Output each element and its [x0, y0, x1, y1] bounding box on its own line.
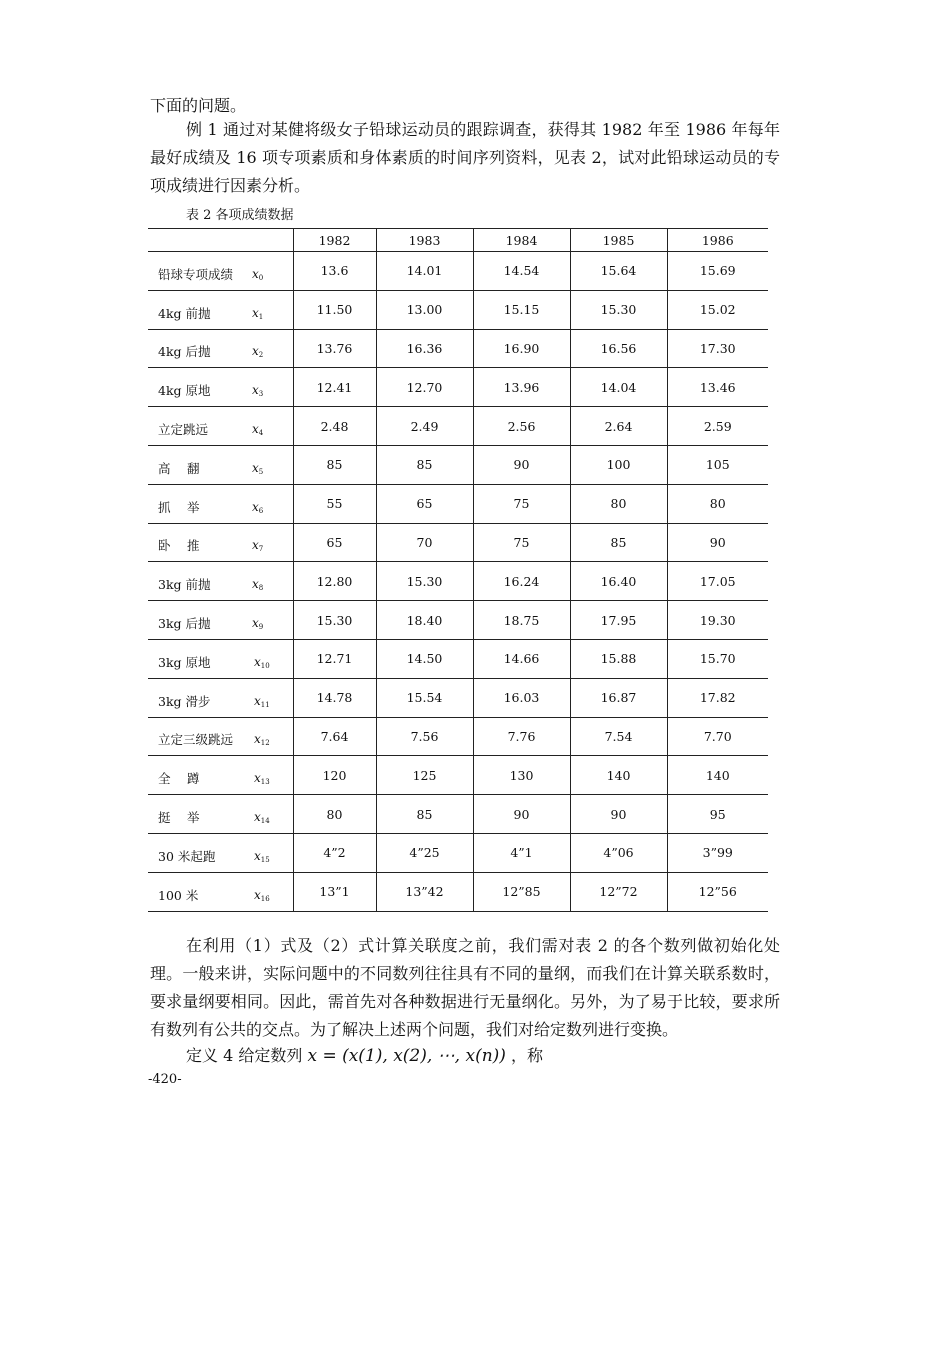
- value-cell: 4”06: [570, 833, 667, 872]
- value-cell: 15.30: [376, 562, 473, 601]
- value-cell: 15.64: [570, 252, 667, 291]
- value-cell: 12.80: [293, 562, 376, 601]
- value-cell: 15.02: [667, 290, 768, 329]
- value-cell: 2.64: [570, 407, 667, 446]
- value-cell: 2.49: [376, 407, 473, 446]
- value-cell: 75: [473, 523, 570, 562]
- table-caption: 表 2 各项成绩数据: [186, 208, 294, 223]
- table-row: [148, 368, 768, 407]
- variable-subscript: 14: [260, 816, 270, 825]
- row-label: 3kg 前抛: [158, 577, 211, 593]
- table-header-row: [148, 229, 768, 252]
- variable-subscript: 9: [258, 622, 264, 631]
- value-cell: 13.46: [667, 368, 768, 407]
- definition-end: ，称: [511, 1046, 544, 1065]
- value-cell: 90: [570, 795, 667, 834]
- variable-subscript: 12: [260, 739, 270, 748]
- table-row: [148, 407, 768, 446]
- value-cell: 15.54: [376, 678, 473, 717]
- value-cell: 13”1: [293, 872, 376, 911]
- row-label: 抓 举: [158, 499, 200, 515]
- variable-subscript: 7: [258, 545, 264, 554]
- value-cell: 90: [473, 795, 570, 834]
- variable-letter: x: [252, 538, 259, 553]
- variable-letter: x: [254, 887, 261, 902]
- value-cell: 140: [667, 756, 768, 795]
- value-cell: 80: [293, 795, 376, 834]
- variable-symbol: [254, 888, 270, 903]
- value-cell: 75: [473, 484, 570, 523]
- row-label-cell: [148, 407, 293, 446]
- variable-symbol: [252, 577, 263, 592]
- value-cell: 16.90: [473, 329, 570, 368]
- variable-letter: x: [254, 848, 261, 863]
- value-cell: 14.78: [293, 678, 376, 717]
- variable-subscript: 13: [260, 778, 270, 787]
- table-row: [148, 795, 768, 834]
- page-number: -420-: [148, 1072, 182, 1087]
- variable-subscript: 6: [258, 506, 264, 515]
- year-header: 1982: [293, 229, 376, 252]
- variable-symbol: [252, 616, 263, 631]
- table-body: [148, 252, 768, 912]
- variable-subscript: 16: [260, 894, 270, 903]
- row-label-cell: [148, 795, 293, 834]
- value-cell: 17.30: [667, 329, 768, 368]
- variable-symbol: [254, 810, 270, 825]
- value-cell: 105: [667, 445, 768, 484]
- variable-subscript: 3: [258, 390, 264, 399]
- value-cell: 14.50: [376, 639, 473, 678]
- value-cell: 17.05: [667, 562, 768, 601]
- value-cell: 16.40: [570, 562, 667, 601]
- row-label: 高 翻: [158, 460, 200, 476]
- row-label: 4kg 原地: [158, 383, 211, 399]
- variable-subscript: 10: [260, 661, 270, 670]
- table-row: [148, 329, 768, 368]
- value-cell: 14.54: [473, 252, 570, 291]
- value-cell: 55: [293, 484, 376, 523]
- variable-symbol: [252, 383, 263, 398]
- variable-letter: x: [252, 460, 259, 475]
- table-row: [148, 252, 768, 291]
- value-cell: 3”99: [667, 833, 768, 872]
- row-label-cell: [148, 252, 293, 291]
- value-cell: 90: [473, 445, 570, 484]
- variable-subscript: 11: [260, 700, 270, 709]
- data-table: [148, 228, 768, 912]
- row-label: 铅球专项成绩: [158, 266, 234, 282]
- variable-symbol: [252, 344, 263, 359]
- table-row: [148, 833, 768, 872]
- row-label: 挺 举: [158, 810, 200, 826]
- row-label: 4kg 后抛: [158, 344, 211, 360]
- value-cell: 14.04: [570, 368, 667, 407]
- variable-symbol: [254, 694, 270, 709]
- variable-symbol: [252, 306, 263, 321]
- variable-symbol: [252, 538, 263, 553]
- intro-line: 下面的问题。: [150, 96, 247, 115]
- value-cell: 4”2: [293, 833, 376, 872]
- row-label: 立定跳远: [158, 422, 209, 438]
- row-label: 3kg 原地: [158, 654, 211, 670]
- variable-letter: x: [252, 266, 259, 281]
- value-cell: 13”42: [376, 872, 473, 911]
- table-row: [148, 756, 768, 795]
- example-paragraph: 例 1 通过对某健将级女子铅球运动员的跟踪调查，获得其 1982 年至 1986 年每年最好成绩及 16 项专项素质和身体素质的时间序列资料，见表 2，试对此铅球运动员的专项成绩进行因素分析。: [150, 120, 780, 195]
- value-cell: 17.95: [570, 601, 667, 640]
- row-label-cell: [148, 445, 293, 484]
- value-cell: 140: [570, 756, 667, 795]
- row-label-cell: [148, 872, 293, 911]
- value-cell: 85: [376, 795, 473, 834]
- value-cell: 2.59: [667, 407, 768, 446]
- variable-symbol: [254, 655, 270, 670]
- row-label-cell: [148, 329, 293, 368]
- value-cell: 12.70: [376, 368, 473, 407]
- year-header: 1983: [376, 229, 473, 252]
- value-cell: 13.76: [293, 329, 376, 368]
- table-row: [148, 445, 768, 484]
- variable-letter: x: [252, 615, 259, 630]
- variable-subscript: 0: [258, 273, 264, 282]
- value-cell: 15.30: [570, 290, 667, 329]
- value-cell: 19.30: [667, 601, 768, 640]
- variable-symbol: [254, 771, 270, 786]
- variable-letter: x: [254, 654, 261, 669]
- variable-letter: x: [254, 809, 261, 824]
- value-cell: 13.00: [376, 290, 473, 329]
- value-cell: 85: [376, 445, 473, 484]
- value-cell: 12”72: [570, 872, 667, 911]
- row-label-cell: [148, 833, 293, 872]
- table-row: [148, 601, 768, 640]
- value-cell: 2.56: [473, 407, 570, 446]
- value-cell: 4”1: [473, 833, 570, 872]
- row-label: 100 米: [158, 887, 199, 903]
- variable-subscript: 1: [258, 312, 264, 321]
- row-label-cell: [148, 562, 293, 601]
- row-label: 全 蹲: [158, 771, 200, 787]
- value-cell: 85: [570, 523, 667, 562]
- value-cell: 16.36: [376, 329, 473, 368]
- variable-subscript: 4: [258, 428, 264, 437]
- row-label-cell: [148, 601, 293, 640]
- value-cell: 18.40: [376, 601, 473, 640]
- year-header: 1986: [667, 229, 768, 252]
- variable-letter: x: [254, 693, 261, 708]
- value-cell: 15.69: [667, 252, 768, 291]
- variable-symbol: [254, 849, 270, 864]
- table-row: [148, 484, 768, 523]
- row-label: 4kg 前抛: [158, 305, 211, 321]
- value-cell: 65: [293, 523, 376, 562]
- variable-subscript: 5: [258, 467, 264, 476]
- year-header: 1984: [473, 229, 570, 252]
- value-cell: 13.96: [473, 368, 570, 407]
- value-cell: 15.70: [667, 639, 768, 678]
- value-cell: 12.41: [293, 368, 376, 407]
- value-cell: 11.50: [293, 290, 376, 329]
- variable-letter: x: [252, 344, 259, 359]
- definition-line: [186, 1044, 543, 1068]
- table-row: [148, 562, 768, 601]
- value-cell: 80: [667, 484, 768, 523]
- variable-symbol: [254, 732, 270, 747]
- variable-subscript: 8: [258, 584, 264, 593]
- definition-label: 定义 4 给定数列: [186, 1046, 303, 1065]
- value-cell: 15.30: [293, 601, 376, 640]
- value-cell: 12.71: [293, 639, 376, 678]
- value-cell: 16.24: [473, 562, 570, 601]
- value-cell: 18.75: [473, 601, 570, 640]
- value-cell: 80: [570, 484, 667, 523]
- variable-letter: x: [252, 499, 259, 514]
- variable-symbol: [252, 267, 263, 282]
- value-cell: 7.70: [667, 717, 768, 756]
- value-cell: 2.48: [293, 407, 376, 446]
- row-label-cell: [148, 717, 293, 756]
- variable-letter: x: [252, 383, 259, 398]
- table-row: [148, 639, 768, 678]
- variable-letter: x: [254, 732, 261, 747]
- variable-letter: x: [252, 421, 259, 436]
- value-cell: 17.82: [667, 678, 768, 717]
- row-label-cell: [148, 290, 293, 329]
- definition-math: x = (x(1), x(2), ⋯, x(n)): [307, 1046, 506, 1066]
- variable-symbol: [252, 422, 263, 437]
- table-row: [148, 523, 768, 562]
- value-cell: 95: [667, 795, 768, 834]
- variable-symbol: [252, 461, 263, 476]
- table-header-corner: [148, 229, 293, 252]
- value-cell: 13.6: [293, 252, 376, 291]
- row-label-cell: [148, 523, 293, 562]
- value-cell: 7.54: [570, 717, 667, 756]
- row-label-cell: [148, 484, 293, 523]
- table-row: [148, 872, 768, 911]
- value-cell: 65: [376, 484, 473, 523]
- value-cell: 90: [667, 523, 768, 562]
- value-cell: 125: [376, 756, 473, 795]
- value-cell: 14.01: [376, 252, 473, 291]
- value-cell: 85: [293, 445, 376, 484]
- value-cell: 70: [376, 523, 473, 562]
- row-label-cell: [148, 756, 293, 795]
- value-cell: 4”25: [376, 833, 473, 872]
- value-cell: 14.66: [473, 639, 570, 678]
- variable-subscript: 15: [260, 855, 270, 864]
- value-cell: 16.56: [570, 329, 667, 368]
- after-paragraph: 在利用（1）式及（2）式计算关联度之前，我们需对表 2 的各个数列做初始化处理。一般来讲，实际问题中的不同数列往往具有不同的量纲，而我们在计算关联系数时，要求量纲要相同。因此，需首先对各种数据进行无量纲化。另外，为了易于比较，要求所有数列有公共的交点。为了解决上述两个问题，我们对给定数列进行变换。: [150, 936, 780, 1039]
- row-label-cell: [148, 368, 293, 407]
- row-label: 3kg 滑步: [158, 693, 211, 709]
- year-header: 1985: [570, 229, 667, 252]
- value-cell: 130: [473, 756, 570, 795]
- value-cell: 12”85: [473, 872, 570, 911]
- value-cell: 15.15: [473, 290, 570, 329]
- value-cell: 100: [570, 445, 667, 484]
- value-cell: 120: [293, 756, 376, 795]
- row-label-cell: [148, 678, 293, 717]
- table-row: [148, 717, 768, 756]
- value-cell: 7.64: [293, 717, 376, 756]
- row-label: 3kg 后抛: [158, 616, 211, 632]
- value-cell: 12”56: [667, 872, 768, 911]
- value-cell: 16.87: [570, 678, 667, 717]
- variable-symbol: [252, 500, 263, 515]
- row-label-cell: [148, 639, 293, 678]
- variable-letter: x: [252, 577, 259, 592]
- value-cell: 7.76: [473, 717, 570, 756]
- variable-letter: x: [252, 305, 259, 320]
- table-row: [148, 678, 768, 717]
- row-label: 30 米起跑: [158, 848, 216, 864]
- value-cell: 15.88: [570, 639, 667, 678]
- table-row: [148, 290, 768, 329]
- value-cell: 7.56: [376, 717, 473, 756]
- row-label: 卧 推: [158, 538, 200, 554]
- value-cell: 16.03: [473, 678, 570, 717]
- variable-letter: x: [254, 771, 261, 786]
- variable-subscript: 2: [258, 351, 264, 360]
- row-label: 立定三级跳远: [158, 732, 234, 748]
